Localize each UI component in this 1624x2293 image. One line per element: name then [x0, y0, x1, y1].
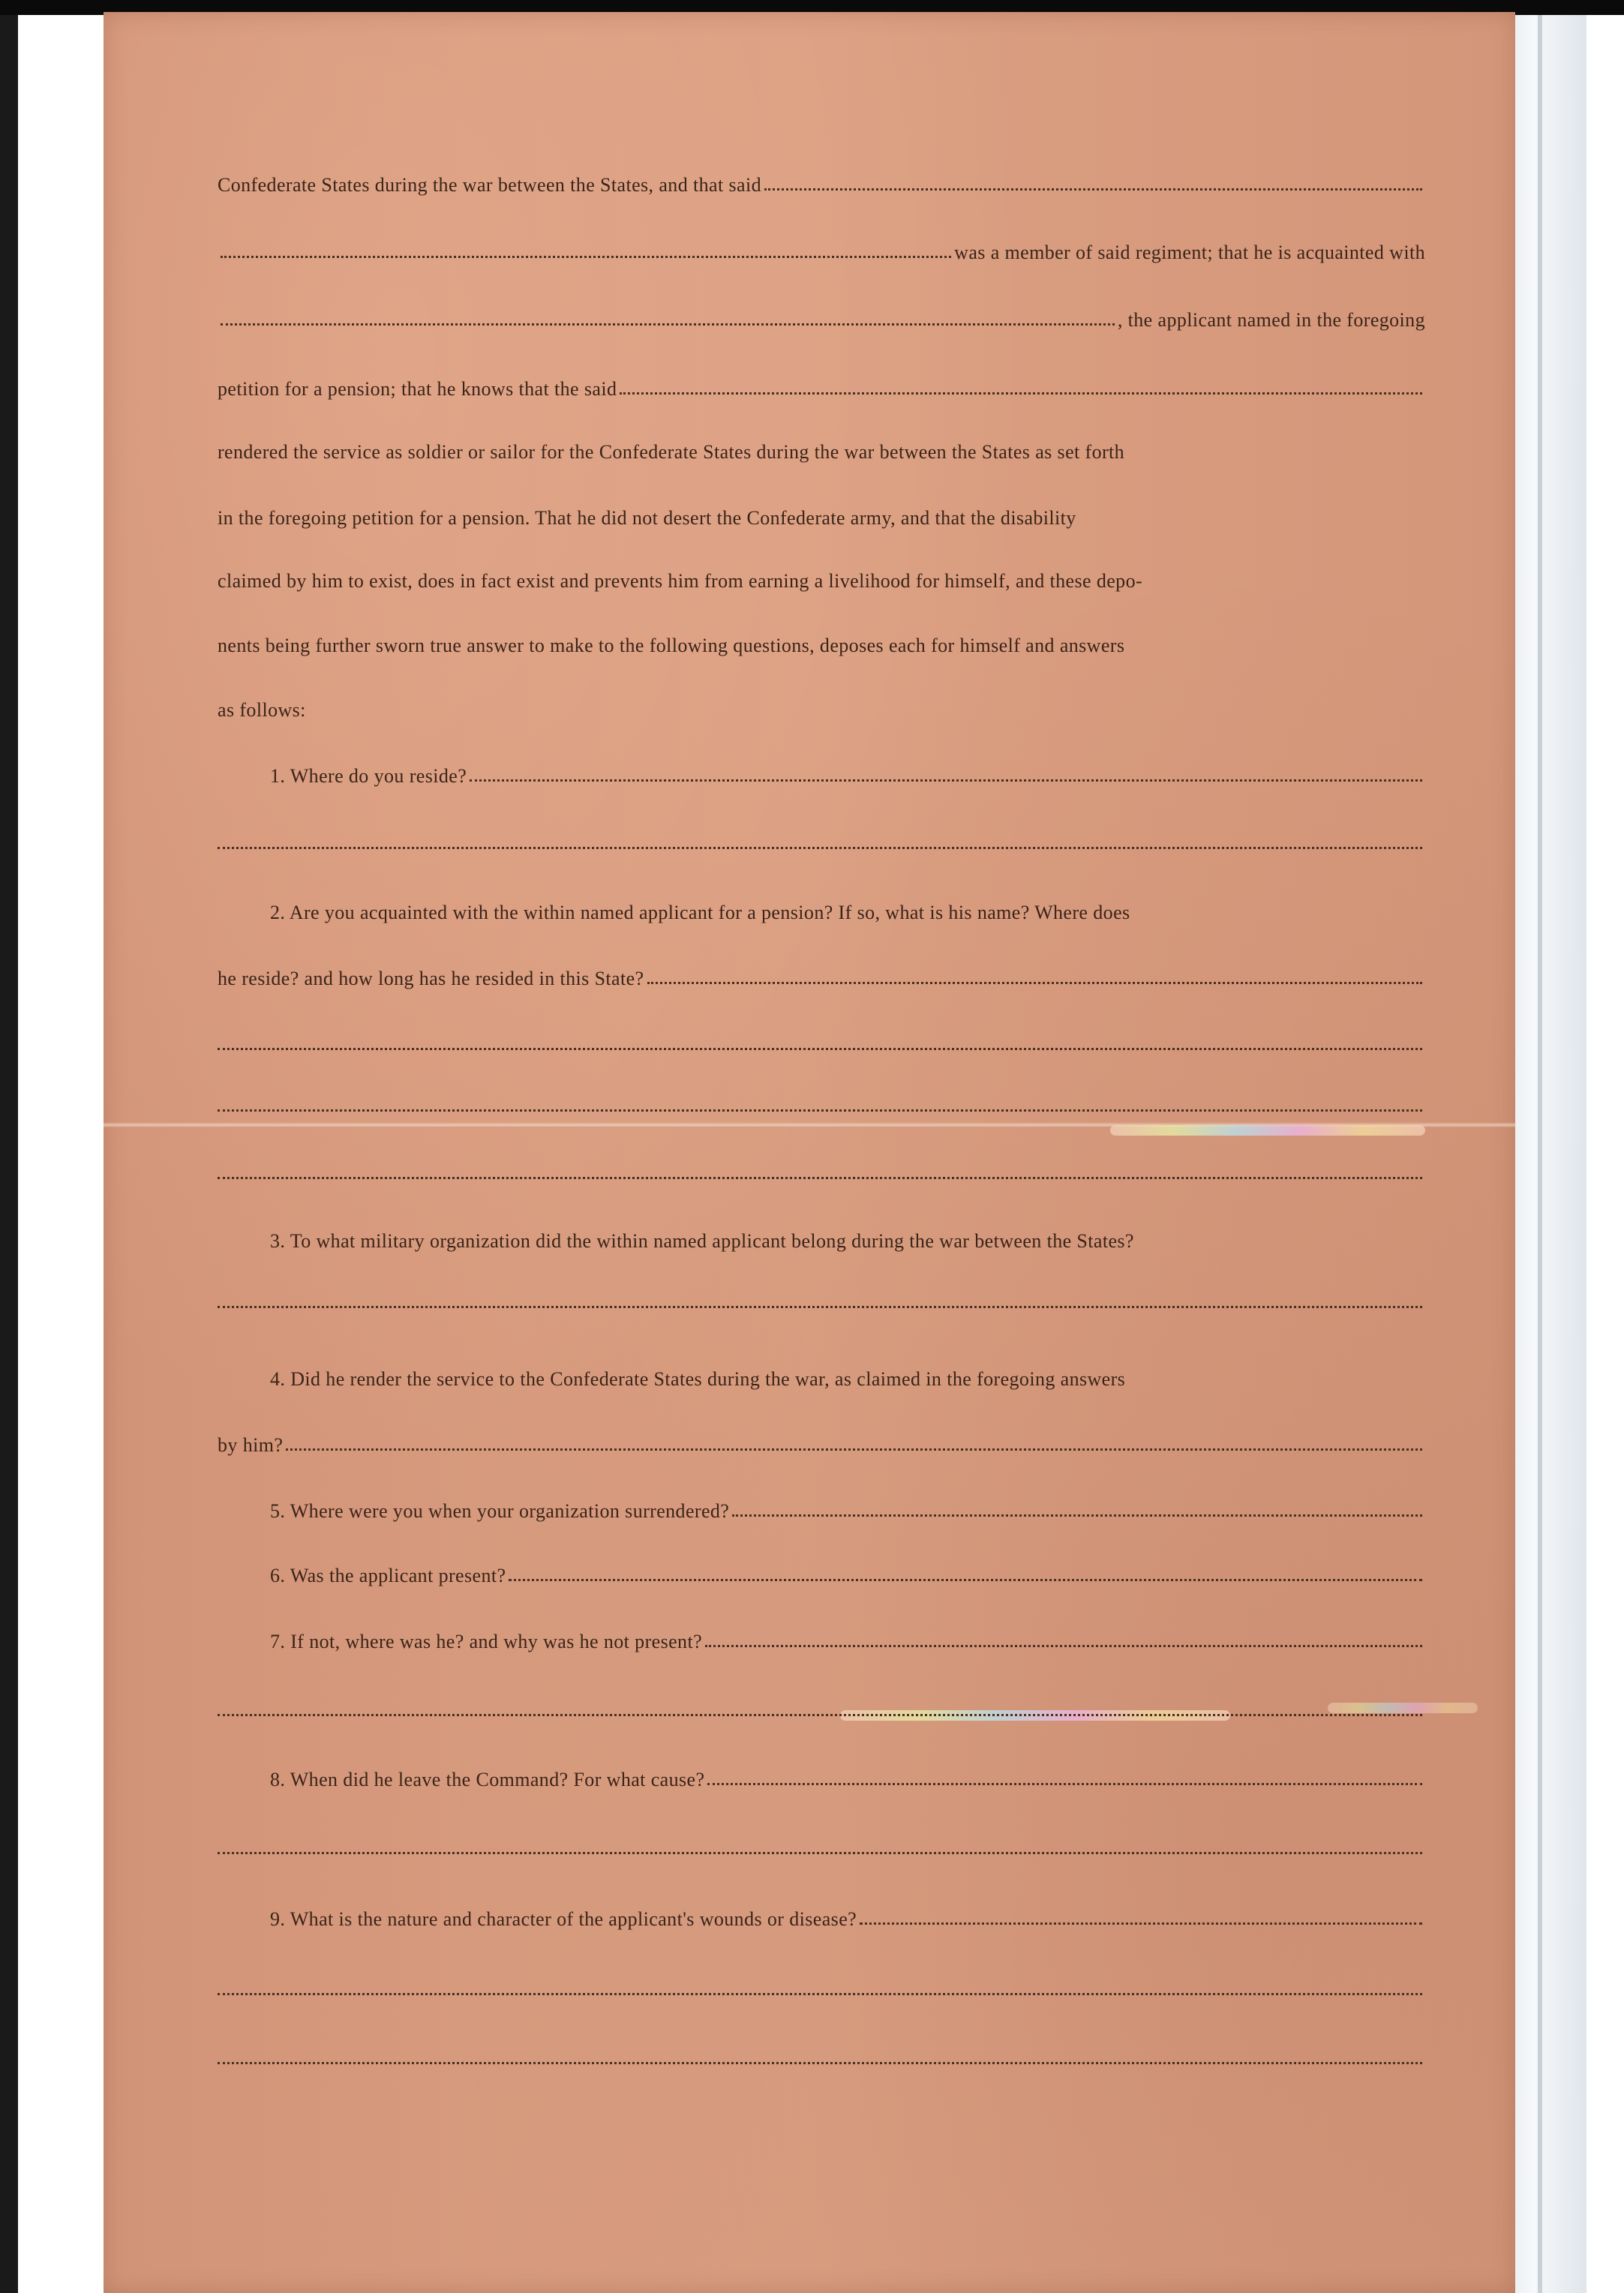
form-line — [218, 627, 1425, 657]
form-page — [104, 12, 1515, 2293]
question-4 — [218, 1361, 1425, 1391]
answer-blank[interactable] — [470, 779, 1422, 782]
line-text: nents being further sworn true answer to make to the following questions, deposes each for himself and answers — [218, 635, 1125, 656]
question-8 — [218, 1761, 1425, 1791]
form-line — [218, 234, 1425, 264]
answer-line — [218, 2040, 1425, 2070]
form-line — [218, 500, 1425, 530]
answer-blank[interactable] — [732, 1514, 1422, 1517]
answer-blank[interactable] — [705, 1645, 1422, 1647]
question-text: by him? — [218, 1434, 284, 1456]
answer-line — [218, 1971, 1425, 2001]
answer-blank[interactable] — [509, 1579, 1422, 1581]
question-text: 8. When did he leave the Command? For what cause? — [270, 1769, 705, 1790]
fill-blank[interactable] — [221, 323, 1115, 326]
answer-blank[interactable] — [218, 1048, 1422, 1050]
question-4-continuation — [218, 1427, 1425, 1457]
fill-blank[interactable] — [620, 392, 1422, 395]
answer-blank[interactable] — [218, 2062, 1422, 2064]
question-text: 6. Was the applicant present? — [270, 1565, 506, 1586]
line-text: as follows: — [218, 699, 306, 721]
question-text: 5. Where were you when your organization surrendered? — [270, 1500, 730, 1522]
answer-line — [218, 1026, 1425, 1056]
question-2-continuation — [218, 960, 1425, 990]
answer-line — [218, 1088, 1425, 1118]
form-line — [218, 692, 1425, 722]
form-line — [218, 371, 1425, 401]
answer-blank[interactable] — [860, 1922, 1422, 1925]
answer-blank[interactable] — [218, 847, 1422, 849]
answer-line — [218, 1830, 1425, 1860]
question-3 — [218, 1223, 1425, 1253]
answer-line — [218, 1692, 1425, 1722]
line-text: claimed by him to exist, does in fact exist and prevents him from earning a livelihood for himself, and these depo- — [218, 570, 1143, 592]
question-7 — [218, 1623, 1425, 1653]
question-text: 9. What is the nature and character of the applicant's wounds or disease? — [270, 1908, 857, 1930]
answer-line — [218, 1284, 1425, 1314]
answer-blank[interactable] — [286, 1448, 1422, 1451]
question-2 — [218, 894, 1425, 924]
answer-blank[interactable] — [218, 1177, 1422, 1179]
fill-blank[interactable] — [764, 188, 1422, 191]
sleeve-edge — [1538, 15, 1542, 2293]
form-line — [218, 434, 1425, 464]
line-text: rendered the service as soldier or sailor for the Confederate States during the war between the States as set forth — [218, 441, 1125, 463]
scan-left-edge — [0, 15, 18, 2293]
answer-line — [218, 825, 1425, 855]
line-text: was a member of said regiment; that he is acquainted with — [954, 242, 1425, 263]
line-text: Confederate States during the war between the States, and that said — [218, 174, 761, 196]
question-9 — [218, 1901, 1425, 1931]
line-text: , the applicant named in the foregoing — [1117, 309, 1425, 331]
answer-blank[interactable] — [218, 1852, 1422, 1854]
form-line — [218, 167, 1425, 197]
question-text: 2. Are you acquainted with the within named applicant for a pension? If so, what is his name? Where does — [270, 902, 1130, 923]
question-text: 3. To what military organization did the within named applicant belong during the war between the States? — [270, 1230, 1134, 1252]
question-5 — [218, 1493, 1425, 1523]
answer-line — [218, 1155, 1425, 1185]
question-6 — [218, 1557, 1425, 1587]
line-text: in the foregoing petition for a pension. That he did not desert the Confederate army, and that the disability — [218, 507, 1076, 529]
answer-blank[interactable] — [218, 1993, 1422, 1995]
sleeve-glare — [1110, 1125, 1425, 1136]
line-text: petition for a pension; that he knows that the said — [218, 378, 617, 400]
question-text: 1. Where do you reside? — [270, 765, 467, 787]
answer-blank[interactable] — [218, 1714, 1422, 1716]
answer-blank[interactable] — [218, 1306, 1422, 1308]
question-text: 4. Did he render the service to the Confederate States during the war, as claimed in the foregoing answers — [270, 1368, 1126, 1390]
answer-blank[interactable] — [707, 1783, 1422, 1785]
question-1 — [218, 758, 1425, 788]
form-line — [218, 563, 1425, 593]
form-line — [218, 302, 1425, 332]
question-text: 7. If not, where was he? and why was he not present? — [270, 1631, 703, 1652]
answer-blank[interactable] — [647, 982, 1423, 984]
fill-blank[interactable] — [221, 256, 951, 258]
question-text: he reside? and how long has he resided in this State? — [218, 968, 644, 989]
answer-blank[interactable] — [218, 1109, 1422, 1112]
